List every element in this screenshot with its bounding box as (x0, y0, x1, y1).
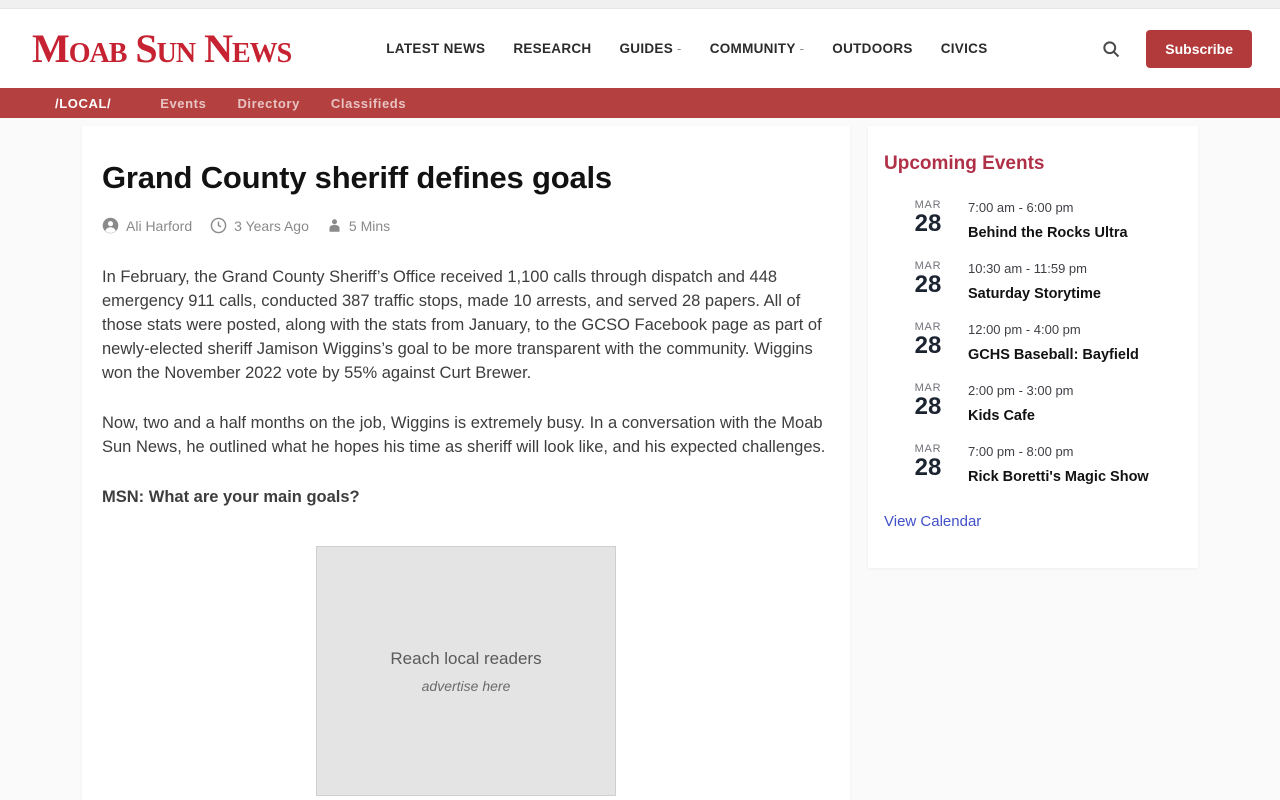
widget-title: Upcoming Events (884, 153, 1045, 174)
event-link[interactable]: Kids Cafe (968, 408, 1035, 424)
article-meta (102, 217, 830, 234)
nav-community[interactable]: COMMUNITY - (709, 41, 805, 56)
content-area (0, 118, 1280, 800)
article-card (82, 126, 850, 800)
event-item (905, 260, 1182, 302)
nav-outdoors[interactable]: OUTDOORS (832, 41, 913, 56)
clock-icon (210, 217, 227, 234)
event-date (905, 382, 951, 424)
subnav-classifieds[interactable]: Classifieds (330, 95, 407, 111)
article-body (102, 265, 830, 509)
event-month: MAR (914, 382, 942, 394)
header-actions (1100, 30, 1252, 68)
event-details (968, 321, 1139, 363)
read-time-group (327, 218, 390, 234)
read-time: 5 Mins (348, 217, 391, 234)
subscribe-button[interactable]: Subscribe (1146, 30, 1252, 68)
upcoming-events-widget (868, 126, 1198, 568)
event-date (905, 199, 951, 241)
interview-question: MSN: What are your main goals? (102, 488, 360, 506)
subnav-directory[interactable]: Directory (237, 95, 300, 111)
event-month: MAR (914, 199, 942, 211)
event-date (905, 260, 951, 302)
event-link[interactable]: Behind the Rocks Ultra (968, 225, 1128, 241)
author-name: Ali Harford (126, 217, 193, 234)
event-month: MAR (914, 260, 942, 272)
event-date (905, 321, 951, 363)
reader-icon (327, 218, 342, 233)
nav-latest-news[interactable]: LATEST NEWS (386, 41, 486, 56)
site-logo[interactable]: Moab Sun News (32, 25, 292, 71)
nav-civics[interactable]: CIVICS (940, 41, 988, 56)
chevron-down-icon: - (799, 41, 805, 56)
event-item (905, 199, 1182, 241)
event-details (968, 199, 1128, 241)
date-group (210, 217, 309, 234)
ad-headline: Reach local readers (390, 648, 542, 668)
site-header (0, 9, 1280, 88)
view-calendar-link[interactable]: View Calendar (884, 513, 982, 530)
event-day: 28 (914, 454, 942, 481)
event-details (968, 443, 1149, 485)
ad-subtext: advertise here (421, 677, 511, 694)
event-link[interactable]: Saturday Storytime (968, 286, 1101, 302)
event-date (905, 443, 951, 485)
event-item (905, 321, 1182, 363)
section-nav-links (160, 96, 406, 111)
advertisement-placeholder[interactable] (316, 546, 616, 796)
breadcrumb-local[interactable]: /LOCAL/ (55, 95, 112, 111)
article-paragraph: In February, the Grand County Sheriff’s Office received 1,100 calls through dispatch and 448 emergency 911 calls, conducted 387 traffic stops, made 10 arrests, and served 28 papers. All of those stats were posted, along with the stats from January, to the GCSO Facebook page as part of newly-elected sheriff Jamison Wiggins’s goal to be more transparent with the community. Wiggins won the November 2022 vote by 55% against Curt Brewer. (102, 268, 822, 382)
event-link[interactable]: Rick Boretti's Magic Show (968, 469, 1149, 485)
event-time: 2:00 pm - 3:00 pm (968, 383, 1074, 398)
subnav-events[interactable]: Events (160, 95, 207, 111)
event-month: MAR (914, 321, 942, 333)
chevron-down-icon: - (677, 41, 682, 56)
event-time: 7:00 pm - 8:00 pm (968, 444, 1074, 459)
event-time: 10:30 am - 11:59 pm (968, 261, 1087, 276)
main-nav (386, 41, 987, 56)
event-item (905, 382, 1182, 424)
article-paragraph: Now, two and a half months on the job, Wiggins is extremely busy. In a conversation with the Moab Sun News, he outlined what he hopes his time as sheriff will look like, and his expected challenges. (102, 414, 826, 456)
top-strip (0, 0, 1280, 9)
event-item (905, 443, 1182, 485)
event-link[interactable]: GCHS Baseball: Bayfield (968, 347, 1139, 363)
section-nav-bar (0, 88, 1280, 118)
event-day: 28 (914, 210, 942, 237)
nav-guides[interactable]: GUIDES - (619, 41, 682, 56)
author-icon (102, 217, 119, 234)
event-day: 28 (914, 393, 942, 420)
author-group (102, 217, 192, 234)
event-details (968, 382, 1074, 424)
event-details (968, 260, 1101, 302)
page-title: Grand County sheriff defines goals (102, 160, 612, 195)
event-day: 28 (914, 271, 942, 298)
search-icon[interactable] (1100, 38, 1122, 60)
event-time: 12:00 pm - 4:00 pm (968, 322, 1081, 337)
event-month: MAR (914, 443, 942, 455)
nav-research[interactable]: RESEARCH (513, 41, 592, 56)
published-date: 3 Years Ago (234, 217, 309, 234)
event-time: 7:00 am - 6:00 pm (968, 200, 1074, 215)
event-day: 28 (914, 332, 942, 359)
